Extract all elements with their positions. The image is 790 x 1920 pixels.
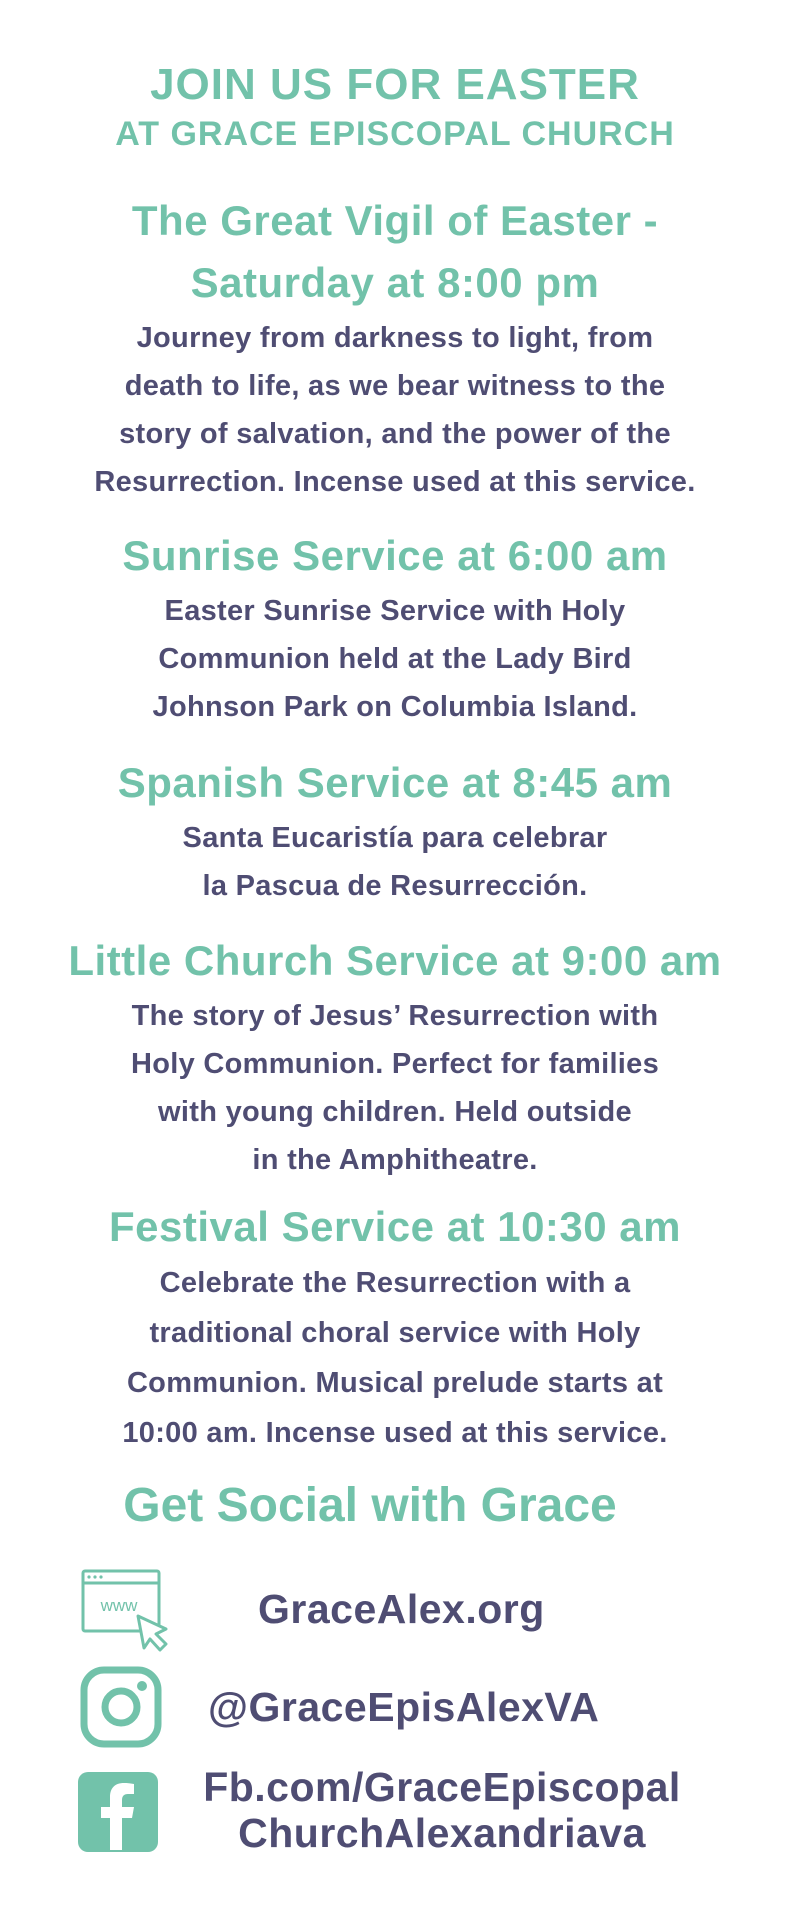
service-title — [0, 190, 790, 314]
description-line: Holy Communion. Perfect for families — [130, 1048, 660, 1080]
description-line: traditional choral service with Holy — [149, 1317, 641, 1349]
service-title — [0, 752, 790, 814]
service-title-line: Festival Service at 10:30 am — [108, 1203, 682, 1250]
service-sunrise — [0, 525, 790, 731]
facebook-link[interactable] — [182, 1764, 702, 1856]
service-title-line: Spanish Service at 8:45 am — [117, 759, 673, 806]
social-facebook-row[interactable] — [0, 1758, 790, 1868]
description-line: Celebrate the Resurrection with a — [159, 1267, 631, 1299]
service-title-line: Little Church Service at 9:00 am — [68, 937, 722, 984]
service-little-church — [0, 930, 790, 1184]
service-description — [0, 587, 790, 731]
service-title-line: Saturday at 8:00 pm — [190, 259, 600, 306]
description-line: in the Amphitheatre. — [252, 1144, 538, 1176]
description-line: The story of Jesus’ Resurrection with — [131, 1000, 659, 1032]
description-line: Communion held at the Lady Bird — [158, 643, 632, 675]
description-line: death to life, as we bear witness to the — [124, 370, 666, 402]
social-website-row[interactable] — [0, 1568, 790, 1658]
header-title: JOIN US FOR EASTER — [150, 60, 640, 109]
description-line: 10:00 am. Incense used at this service. — [122, 1417, 668, 1449]
instagram-handle[interactable]: @GraceEpisAlexVA — [208, 1684, 600, 1730]
flyer-header — [0, 58, 790, 156]
description-line: Easter Sunrise Service with Holy — [164, 595, 626, 627]
description-line: Journey from darkness to light, from — [136, 322, 654, 354]
service-description — [0, 992, 790, 1184]
service-festival — [0, 1196, 790, 1458]
description-line: Communion. Musical prelude starts at — [126, 1367, 664, 1399]
service-title — [0, 930, 790, 992]
service-description — [0, 314, 790, 506]
svg-text:www: www — [100, 1596, 138, 1615]
service-title — [0, 525, 790, 587]
description-line: story of salvation, and the power of the — [119, 418, 671, 450]
description-line: Johnson Park on Columbia Island. — [152, 691, 638, 723]
header-subtitle: AT GRACE EPISCOPAL CHURCH — [115, 115, 675, 153]
service-spanish — [0, 752, 790, 910]
description-line: with young children. Held outside — [158, 1096, 632, 1128]
description-line: Santa Eucaristía para celebrar — [182, 822, 608, 854]
service-great-vigil — [0, 190, 790, 506]
social-instagram-row[interactable] — [0, 1664, 790, 1750]
facebook-link-line: Fb.com/GraceEpiscopal — [203, 1764, 681, 1810]
service-description — [0, 814, 790, 910]
service-description — [0, 1258, 790, 1458]
service-title-line: The Great Vigil of Easter - — [131, 197, 659, 244]
social-title: Get Social with Grace — [123, 1479, 617, 1532]
description-line: la Pascua de Resurrección. — [202, 870, 588, 902]
facebook-icon — [78, 1772, 158, 1852]
service-title — [0, 1196, 790, 1258]
service-title-line: Sunrise Service at 6:00 am — [122, 532, 668, 579]
instagram-icon — [80, 1666, 162, 1748]
website-link[interactable]: GraceAlex.org — [258, 1586, 545, 1632]
www-icon — [80, 1568, 172, 1654]
description-line: Resurrection. Incense used at this service. — [94, 466, 696, 498]
facebook-link-line: ChurchAlexandriava — [238, 1810, 646, 1856]
